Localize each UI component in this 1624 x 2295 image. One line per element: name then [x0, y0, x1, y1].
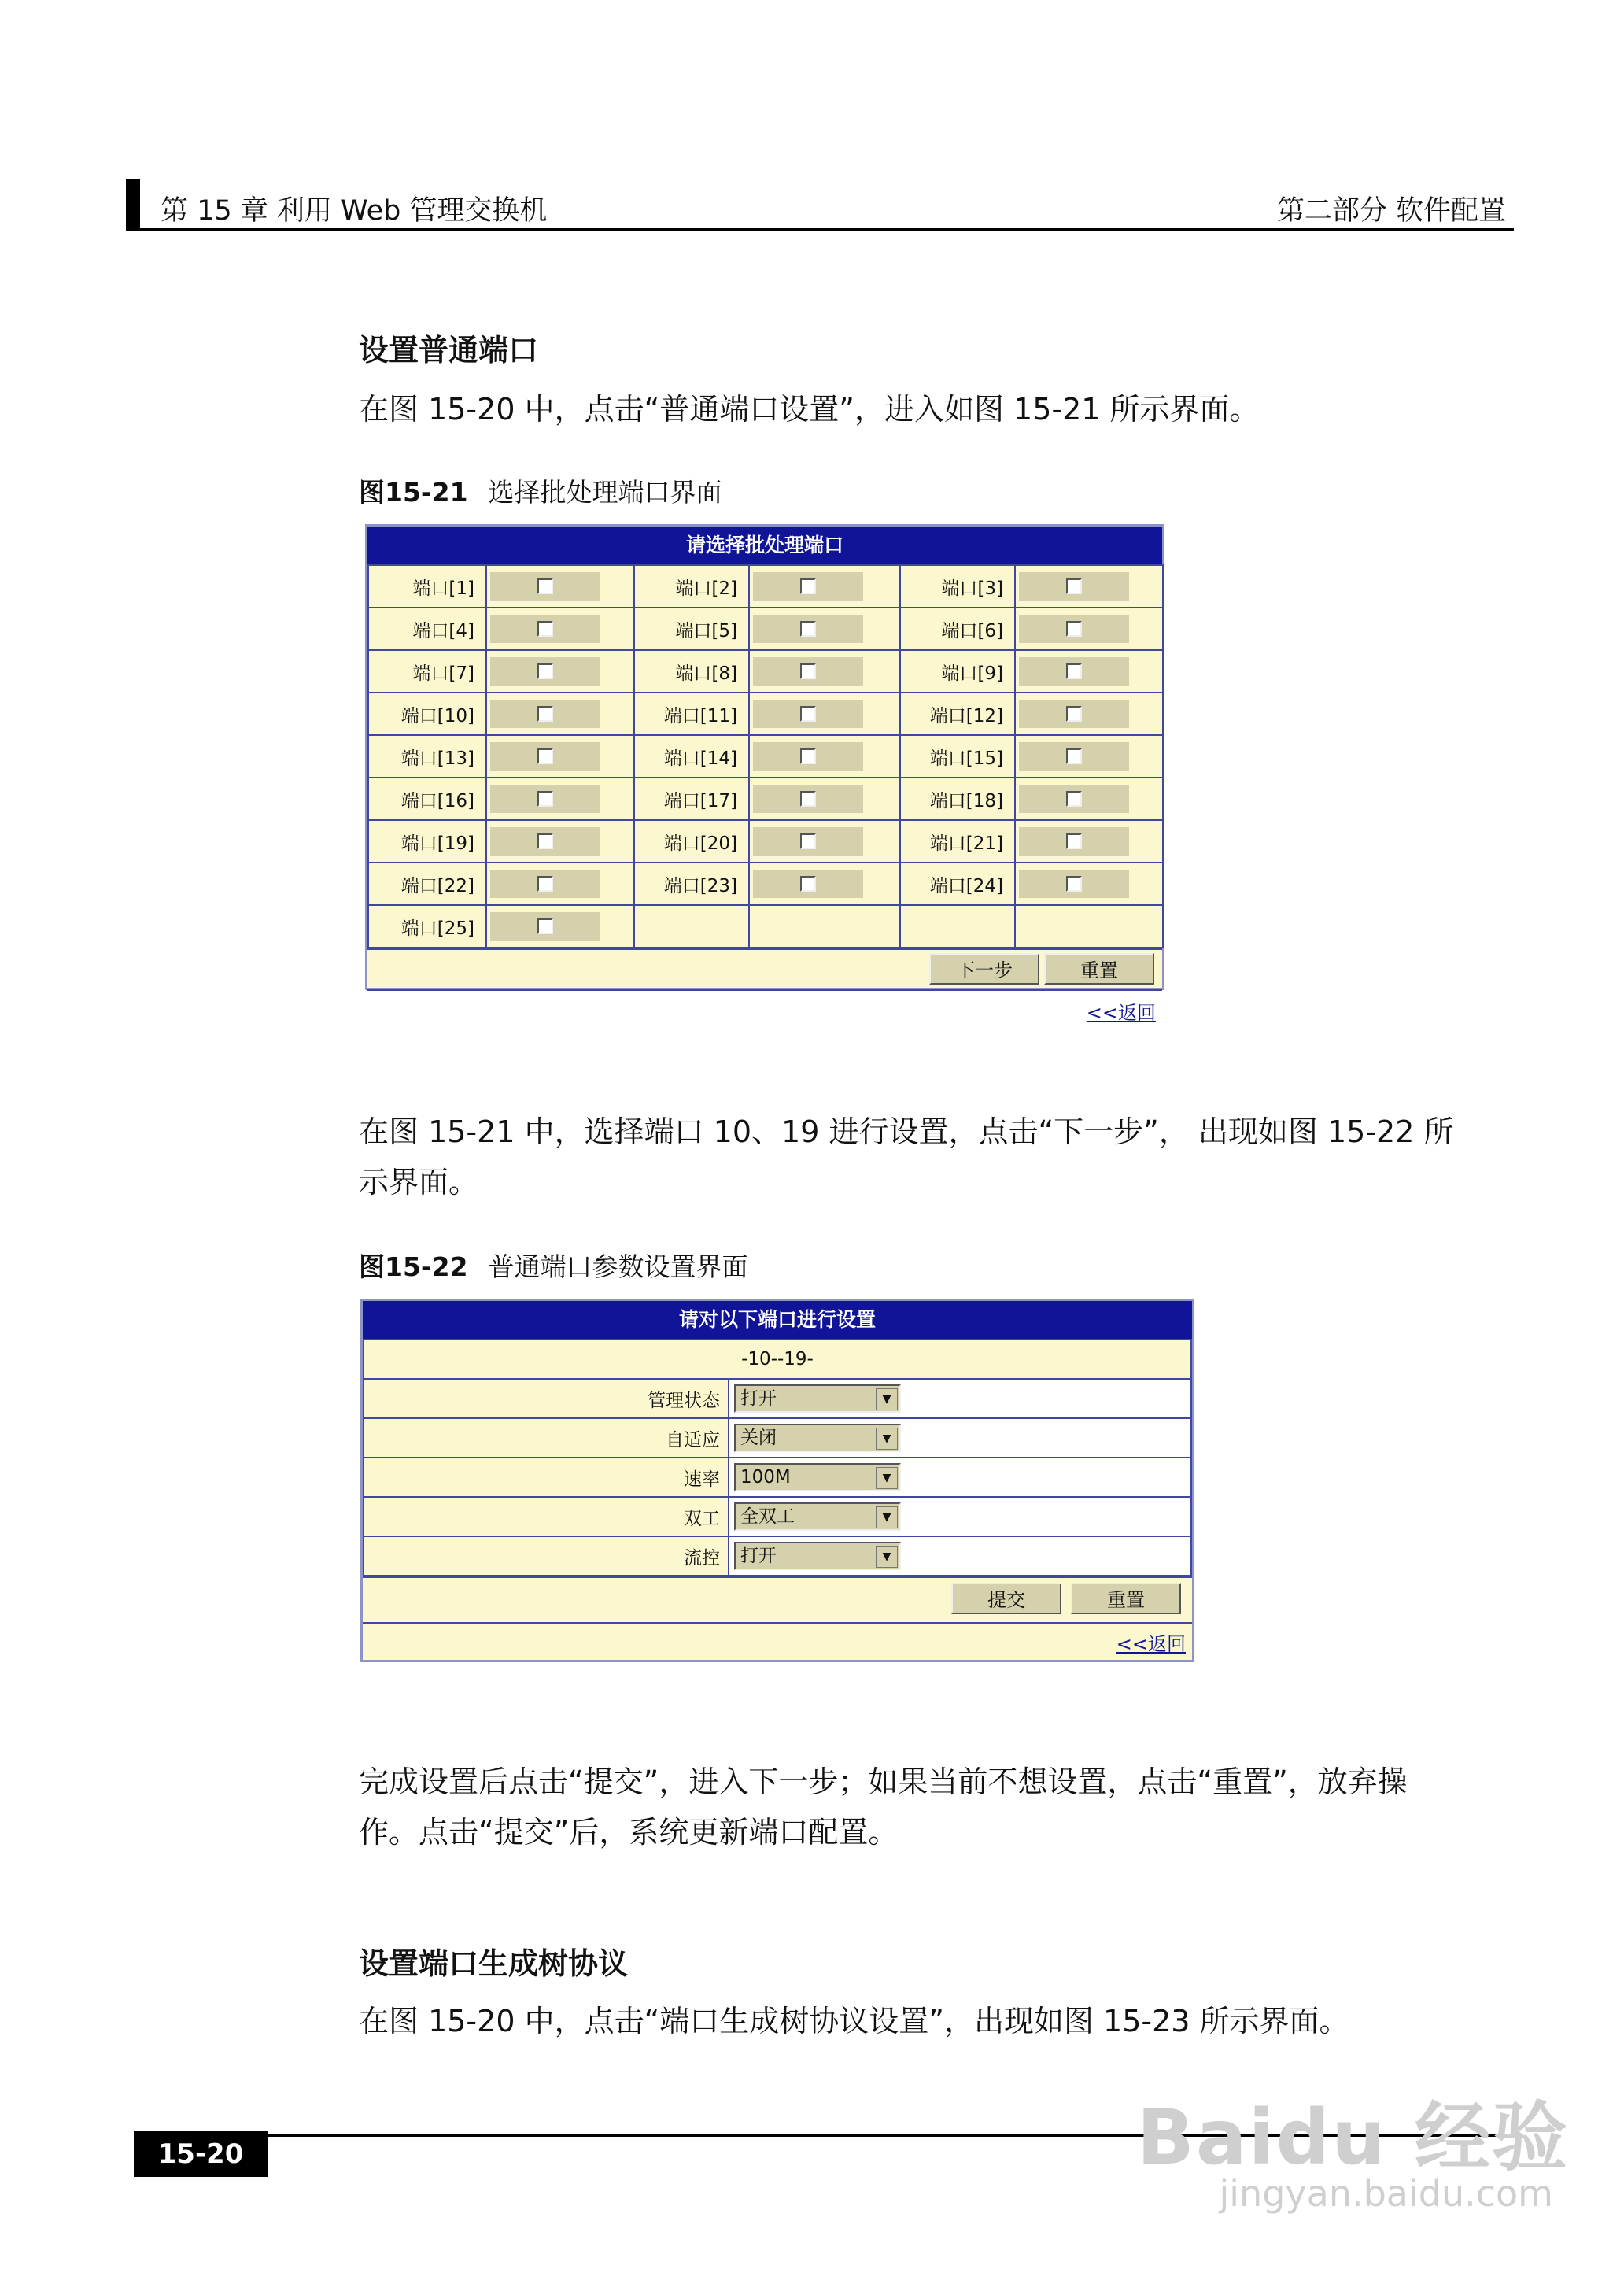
paragraph-line: 作。点击“提交”后，系统更新端口配置。 [359, 1815, 899, 1850]
port-checkbox-cell [749, 650, 900, 693]
port-label: 端口[11] [634, 693, 749, 735]
checkbox-frame [1019, 700, 1129, 728]
port-row [368, 905, 1163, 948]
empty-cell [749, 905, 900, 948]
port-checkbox[interactable] [537, 833, 553, 849]
port-checkbox-cell [1015, 820, 1163, 863]
port-checkbox-cell [486, 693, 634, 735]
page-number: 15-20 [134, 2131, 268, 2177]
port-checkbox-cell [486, 608, 634, 650]
port-label: 端口[10] [368, 693, 486, 735]
checkbox-frame [753, 742, 863, 771]
setting-label: 速率 [364, 1458, 729, 1497]
setting-select-cell [729, 1458, 1191, 1497]
setting-row [364, 1418, 1191, 1458]
port-checkbox-cell [1015, 693, 1163, 735]
next-step-button[interactable]: 下一步 [929, 953, 1039, 985]
chevron-down-icon[interactable]: ▼ [876, 1467, 898, 1489]
checkbox-frame [490, 657, 600, 686]
port-checkbox-cell [749, 820, 900, 863]
figure-caption-15-22 [359, 1247, 748, 1284]
port-checkbox[interactable] [800, 791, 816, 807]
paragraph-line: 完成设置后点击“提交”，进入下一步；如果当前不想设置，点击“重置”，放弃操 [359, 1765, 1408, 1799]
port-checkbox-cell [1015, 565, 1163, 608]
checkbox-frame [753, 572, 863, 601]
port-label: 端口[13] [368, 735, 486, 778]
section-heading-stp: 设置端口生成树协议 [359, 1946, 629, 1981]
port-checkbox[interactable] [800, 663, 816, 679]
port-checkbox-cell [486, 735, 634, 778]
checkbox-frame [753, 870, 863, 898]
port-label: 端口[23] [634, 863, 749, 905]
header-chapter-title: 第 15 章 利用 Web 管理交换机 [161, 195, 548, 227]
setting-select[interactable] [734, 1502, 901, 1531]
setting-select-cell [729, 1379, 1191, 1418]
empty-cell [634, 905, 749, 948]
header-rule [126, 228, 1514, 231]
submit-button[interactable]: 提交 [951, 1583, 1061, 1614]
port-checkbox[interactable] [1066, 621, 1082, 637]
port-checkbox[interactable] [800, 833, 816, 849]
port-checkbox-cell [1015, 650, 1163, 693]
checkbox-frame [490, 572, 600, 601]
figure-number: 图15-22 [359, 1251, 468, 1282]
port-row [368, 735, 1163, 778]
checkbox-frame [490, 785, 600, 813]
port-label: 端口[20] [634, 820, 749, 863]
paragraph-line: 在图 15-21 中，选择端口 10、19 进行设置，点击“下一步”， 出现如图 15-22 所 [359, 1114, 1454, 1149]
checkbox-frame [490, 700, 600, 728]
port-label: 端口[22] [368, 863, 486, 905]
port-checkbox-cell [486, 863, 634, 905]
port-row [368, 565, 1163, 608]
port-label: 端口[3] [900, 565, 1015, 608]
back-row [367, 989, 1162, 1027]
checkbox-frame [1019, 572, 1129, 601]
checkbox-frame [490, 870, 600, 898]
port-label: 端口[5] [634, 608, 749, 650]
empty-cell [900, 905, 1015, 948]
port-label: 端口[9] [900, 650, 1015, 693]
port-checkbox[interactable] [1066, 663, 1082, 679]
section-intro-paragraph: 在图 15-20 中，点击“普通端口设置”，进入如图 15-21 所示界面。 [359, 392, 1260, 427]
checkbox-frame [1019, 870, 1129, 898]
port-settings-panel [360, 1299, 1194, 1662]
panel-title: 请选择批处理端口 [367, 527, 1162, 564]
panel-title: 请对以下端口进行设置 [363, 1301, 1192, 1339]
port-checkbox-cell [749, 693, 900, 735]
port-checkbox-cell [749, 778, 900, 820]
paragraph-submit-reset [359, 1757, 1408, 1857]
checkbox-frame [753, 657, 863, 686]
port-checkbox[interactable] [537, 876, 553, 892]
port-checkbox[interactable] [537, 578, 553, 594]
port-checkbox-cell [749, 735, 900, 778]
port-checkbox-cell [486, 778, 634, 820]
figure-caption-text: 选择批处理端口界面 [488, 477, 722, 508]
port-checkbox-cell [1015, 863, 1163, 905]
checkbox-frame [1019, 827, 1129, 856]
port-label: 端口[19] [368, 820, 486, 863]
port-label: 端口[25] [368, 905, 486, 948]
chevron-down-icon[interactable]: ▼ [876, 1388, 898, 1410]
figure-caption-15-21 [359, 472, 722, 509]
port-checkbox-cell [1015, 608, 1163, 650]
port-checkbox[interactable] [800, 748, 816, 764]
port-checkbox[interactable] [800, 706, 816, 722]
setting-row [364, 1458, 1191, 1497]
reset-button[interactable]: 重置 [1044, 953, 1154, 985]
back-row [363, 1622, 1192, 1660]
port-checkbox-cell [749, 608, 900, 650]
chevron-down-icon[interactable]: ▼ [876, 1506, 898, 1528]
port-checkbox[interactable] [537, 663, 553, 679]
back-link[interactable]: <<返回 [1086, 1002, 1156, 1024]
port-checkbox[interactable] [1066, 791, 1082, 807]
port-checkbox-cell [1015, 735, 1163, 778]
port-label: 端口[18] [900, 778, 1015, 820]
checkbox-frame [490, 615, 600, 643]
port-label: 端口[8] [634, 650, 749, 693]
reset-button[interactable]: 重置 [1071, 1583, 1181, 1614]
checkbox-frame [753, 785, 863, 813]
port-row [368, 650, 1163, 693]
port-label: 端口[14] [634, 735, 749, 778]
setting-select-cell [729, 1418, 1191, 1458]
port-checkbox[interactable] [800, 876, 816, 892]
back-link[interactable]: <<返回 [1116, 1633, 1186, 1655]
port-row [368, 693, 1163, 735]
port-checkbox[interactable] [537, 918, 553, 934]
action-row [363, 1576, 1192, 1622]
port-label: 端口[1] [368, 565, 486, 608]
port-label: 端口[4] [368, 608, 486, 650]
setting-value: 打开 [740, 1546, 777, 1566]
checkbox-frame [490, 912, 600, 941]
header-marker-bar [126, 179, 140, 231]
settings-table [363, 1339, 1192, 1576]
checkbox-frame [490, 827, 600, 856]
checkbox-frame [1019, 785, 1129, 813]
port-checkbox[interactable] [1066, 876, 1082, 892]
setting-row [364, 1497, 1191, 1536]
port-checkbox-cell [749, 565, 900, 608]
setting-value: 全双工 [740, 1506, 795, 1527]
paragraph-select-ports [359, 1107, 1453, 1207]
port-label: 端口[7] [368, 650, 486, 693]
port-checkbox[interactable] [1066, 706, 1082, 722]
checkbox-frame [1019, 742, 1129, 771]
empty-cell [1015, 905, 1163, 948]
setting-label: 流控 [364, 1536, 729, 1576]
port-row [368, 778, 1163, 820]
checkbox-frame [1019, 657, 1129, 686]
port-checkbox[interactable] [1066, 748, 1082, 764]
port-checkbox-cell [749, 863, 900, 905]
port-label: 端口[17] [634, 778, 749, 820]
port-checkbox[interactable] [537, 621, 553, 637]
port-selection-panel [365, 524, 1164, 1024]
checkbox-frame [1019, 615, 1129, 643]
section-heading-normal-port: 设置普通端口 [359, 333, 539, 368]
setting-select-cell [729, 1497, 1191, 1536]
paragraph-line: 示界面。 [359, 1165, 479, 1199]
port-checkbox[interactable] [537, 791, 553, 807]
port-checkbox-cell [1015, 778, 1163, 820]
setting-select[interactable] [734, 1463, 901, 1491]
header-part-title: 第二部分 软件配置 [1276, 195, 1506, 227]
port-checkbox[interactable] [1066, 833, 1082, 849]
port-checkbox-cell [486, 650, 634, 693]
ports-row [364, 1340, 1191, 1379]
setting-label: 管理状态 [364, 1379, 729, 1418]
setting-value: 打开 [740, 1388, 777, 1409]
setting-row [364, 1379, 1191, 1418]
checkbox-frame [753, 827, 863, 856]
section-stp-paragraph: 在图 15-20 中，点击“端口生成树协议设置”，出现如图 15-23 所示界面。 [359, 2004, 1349, 2038]
port-checkbox-cell [486, 905, 634, 948]
port-row [368, 820, 1163, 863]
action-row [367, 948, 1162, 989]
port-label: 端口[6] [900, 608, 1015, 650]
setting-row [364, 1536, 1191, 1576]
figure-number: 图15-21 [359, 477, 468, 508]
checkbox-frame [753, 700, 863, 728]
setting-select[interactable] [734, 1424, 901, 1452]
port-grid [367, 564, 1164, 948]
port-checkbox[interactable] [800, 578, 816, 594]
port-label: 端口[2] [634, 565, 749, 608]
port-checkbox-cell [486, 565, 634, 608]
setting-label: 自适应 [364, 1418, 729, 1458]
port-checkbox[interactable] [1066, 578, 1082, 594]
port-checkbox[interactable] [537, 706, 553, 722]
port-label: 端口[12] [900, 693, 1015, 735]
figure-caption-text: 普通端口参数设置界面 [488, 1251, 748, 1282]
port-label: 端口[24] [900, 863, 1015, 905]
checkbox-frame [753, 615, 863, 643]
port-checkbox[interactable] [537, 748, 553, 764]
port-checkbox-cell [486, 820, 634, 863]
checkbox-frame [490, 742, 600, 771]
chevron-down-icon[interactable]: ▼ [876, 1546, 898, 1568]
port-label: 端口[21] [900, 820, 1015, 863]
port-checkbox[interactable] [800, 621, 816, 637]
setting-value: 100M [740, 1467, 791, 1488]
port-row [368, 863, 1163, 905]
watermark-url: jingyan.baidu.com [1219, 2172, 1553, 2215]
setting-select[interactable] [734, 1542, 901, 1570]
setting-value: 关闭 [740, 1428, 777, 1448]
setting-label: 双工 [364, 1497, 729, 1536]
watermark-logo: Baidu 经验 [1136, 2094, 1569, 2182]
port-label: 端口[15] [900, 735, 1015, 778]
setting-select-cell [729, 1536, 1191, 1576]
selected-ports-text: -10--19- [364, 1340, 1191, 1379]
setting-select[interactable] [734, 1384, 901, 1413]
chevron-down-icon[interactable]: ▼ [876, 1428, 898, 1450]
port-label: 端口[16] [368, 778, 486, 820]
port-row [368, 608, 1163, 650]
